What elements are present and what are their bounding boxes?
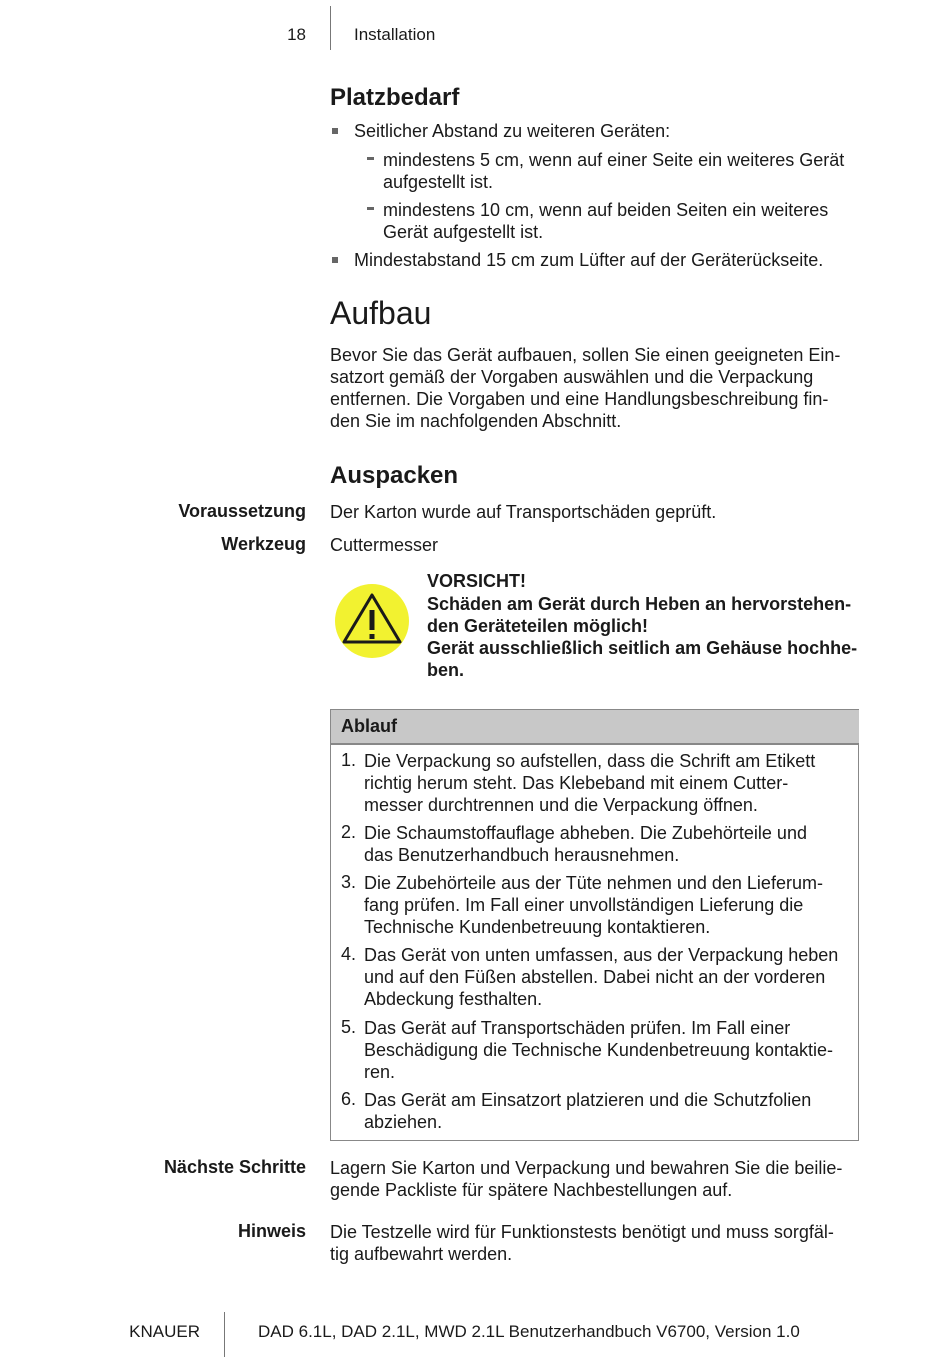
footer-divider: [224, 1312, 225, 1357]
aufbau-line-3: entfernen. Die Vorgaben und eine Handlungsbeschreibung fin-: [330, 389, 829, 409]
step-1-line-2: richtig herum steht. Das Klebeband mit einem Cutter-: [364, 773, 789, 793]
warning-line-2: den Geräteteilen möglich!: [427, 616, 649, 636]
step-3-line-3: Technische Kundenbetreuung kontaktieren.: [364, 917, 711, 937]
footer-document-title: DAD 6.1L, DAD 2.1L, MWD 2.1L Benutzerhandbuch V6700, Version 1.0: [258, 1322, 800, 1341]
ablauf-title: Ablauf: [341, 716, 397, 736]
ablauf-header-bar: [331, 710, 859, 745]
step-2-line-1: Die Schaumstoffauflage abheben. Die Zubehörteile und: [364, 823, 807, 843]
platzbedarf-sub-2-line-2: Gerät aufgestellt ist.: [383, 222, 544, 242]
aufbau-line-1: Bevor Sie das Gerät aufbauen, sollen Sie einen geeigneten Ein-: [330, 345, 841, 365]
platzbedarf-bullet-2: Mindestabstand 15 cm zum Lüfter auf der Geräterückseite.: [354, 250, 824, 270]
step-4-line-1: Das Gerät von unten umfassen, aus der Verpackung heben: [364, 945, 839, 965]
page-number: 18: [287, 25, 306, 44]
naechste-schritte-line-2: gende Packliste für spätere Nachbestellungen auf.: [330, 1180, 733, 1200]
aufbau-line-2: satzort gemäß der Vorgaben auswählen und die Verpackung: [330, 367, 814, 387]
step-4-line-2: und auf den Füßen abstellen. Dabei nicht an der vorderen: [364, 967, 826, 987]
step-4-line-3: Abdeckung festhalten.: [364, 989, 543, 1009]
step-1-line-3: messer durchtrennen und die Verpackung öffnen.: [364, 795, 758, 815]
step-6-line-2: abziehen.: [364, 1112, 443, 1132]
warning-triangle-icon: [334, 583, 410, 659]
step-3-line-2: fang prüfen. Im Fall einer unvollständigen Lieferung die: [364, 895, 804, 915]
step-number: 4.: [340, 944, 356, 964]
step-1-line-1: Die Verpackung so aufstellen, dass die Schrift am Etikett: [364, 751, 816, 771]
auspacken-heading: Auspacken: [330, 462, 459, 489]
aufbau-line-4: den Sie im nachfolgenden Abschnitt.: [330, 411, 622, 431]
step-5-line-3: ren.: [364, 1062, 396, 1082]
warning-line-4: ben.: [427, 660, 465, 680]
platzbedarf-heading: Platzbedarf: [330, 84, 460, 111]
step-number: 3.: [340, 872, 356, 892]
step-3-line-1: Die Zubehörteile aus der Tüte nehmen und den Lieferum-: [364, 873, 823, 893]
platzbedarf-sub-1-line-2: aufgestellt ist.: [383, 172, 494, 192]
step-number: 1.: [340, 750, 356, 770]
step-number: 6.: [340, 1089, 356, 1109]
step-number: 2.: [340, 822, 356, 842]
hinweis-line-2: tig aufbewahrt werden.: [330, 1244, 513, 1264]
step-6-line-1: Das Gerät am Einsatzort platzieren und die Schutzfolien: [364, 1090, 812, 1110]
bullet-dash-icon: [367, 157, 374, 160]
werkzeug-text: Cuttermesser: [330, 535, 439, 555]
voraussetzung-label: Voraussetzung: [178, 501, 306, 521]
warning-line-3: Gerät ausschließlich seitlich am Gehäuse hochhe-: [427, 638, 858, 658]
bullet-dash-icon: [367, 207, 374, 210]
warning-line-1: Schäden am Gerät durch Heben an hervorstehen-: [427, 594, 852, 614]
header-divider: [330, 6, 331, 50]
warning-title: VORSICHT!: [427, 571, 526, 591]
werkzeug-label: Werkzeug: [221, 534, 306, 554]
bullet-square-icon: [332, 257, 338, 263]
step-5-line-2: Beschädigung die Technische Kundenbetreuung kontaktie-: [364, 1040, 834, 1060]
voraussetzung-text: Der Karton wurde auf Transportschäden geprüft.: [330, 502, 717, 522]
step-number: 5.: [340, 1017, 356, 1037]
step-5-line-1: Das Gerät auf Transportschäden prüfen. Im Fall einer: [364, 1018, 791, 1038]
platzbedarf-sub-2-line-1: mindestens 10 cm, wenn auf beiden Seiten ein weiteres: [383, 200, 829, 220]
step-2-line-2: das Benutzerhandbuch herausnehmen.: [364, 845, 680, 865]
bullet-square-icon: [332, 128, 338, 134]
platzbedarf-sub-1-line-1: mindestens 5 cm, wenn auf einer Seite ein weiteres Gerät: [383, 150, 845, 170]
hinweis-label: Hinweis: [237, 1221, 306, 1241]
header-section-title: Installation: [354, 25, 436, 44]
platzbedarf-bullet-1: Seitlicher Abstand zu weiteren Geräten:: [354, 121, 671, 141]
naechste-schritte-line-1: Lagern Sie Karton und Verpackung und bewahren Sie die beilie-: [330, 1158, 843, 1178]
aufbau-heading: Aufbau: [330, 295, 432, 331]
footer-brand: KNAUER: [129, 1322, 200, 1341]
naechste-schritte-label: Nächste Schritte: [163, 1157, 306, 1177]
hinweis-line-1: Die Testzelle wird für Funktionstests benötigt und muss sorgfäl-: [330, 1222, 834, 1242]
